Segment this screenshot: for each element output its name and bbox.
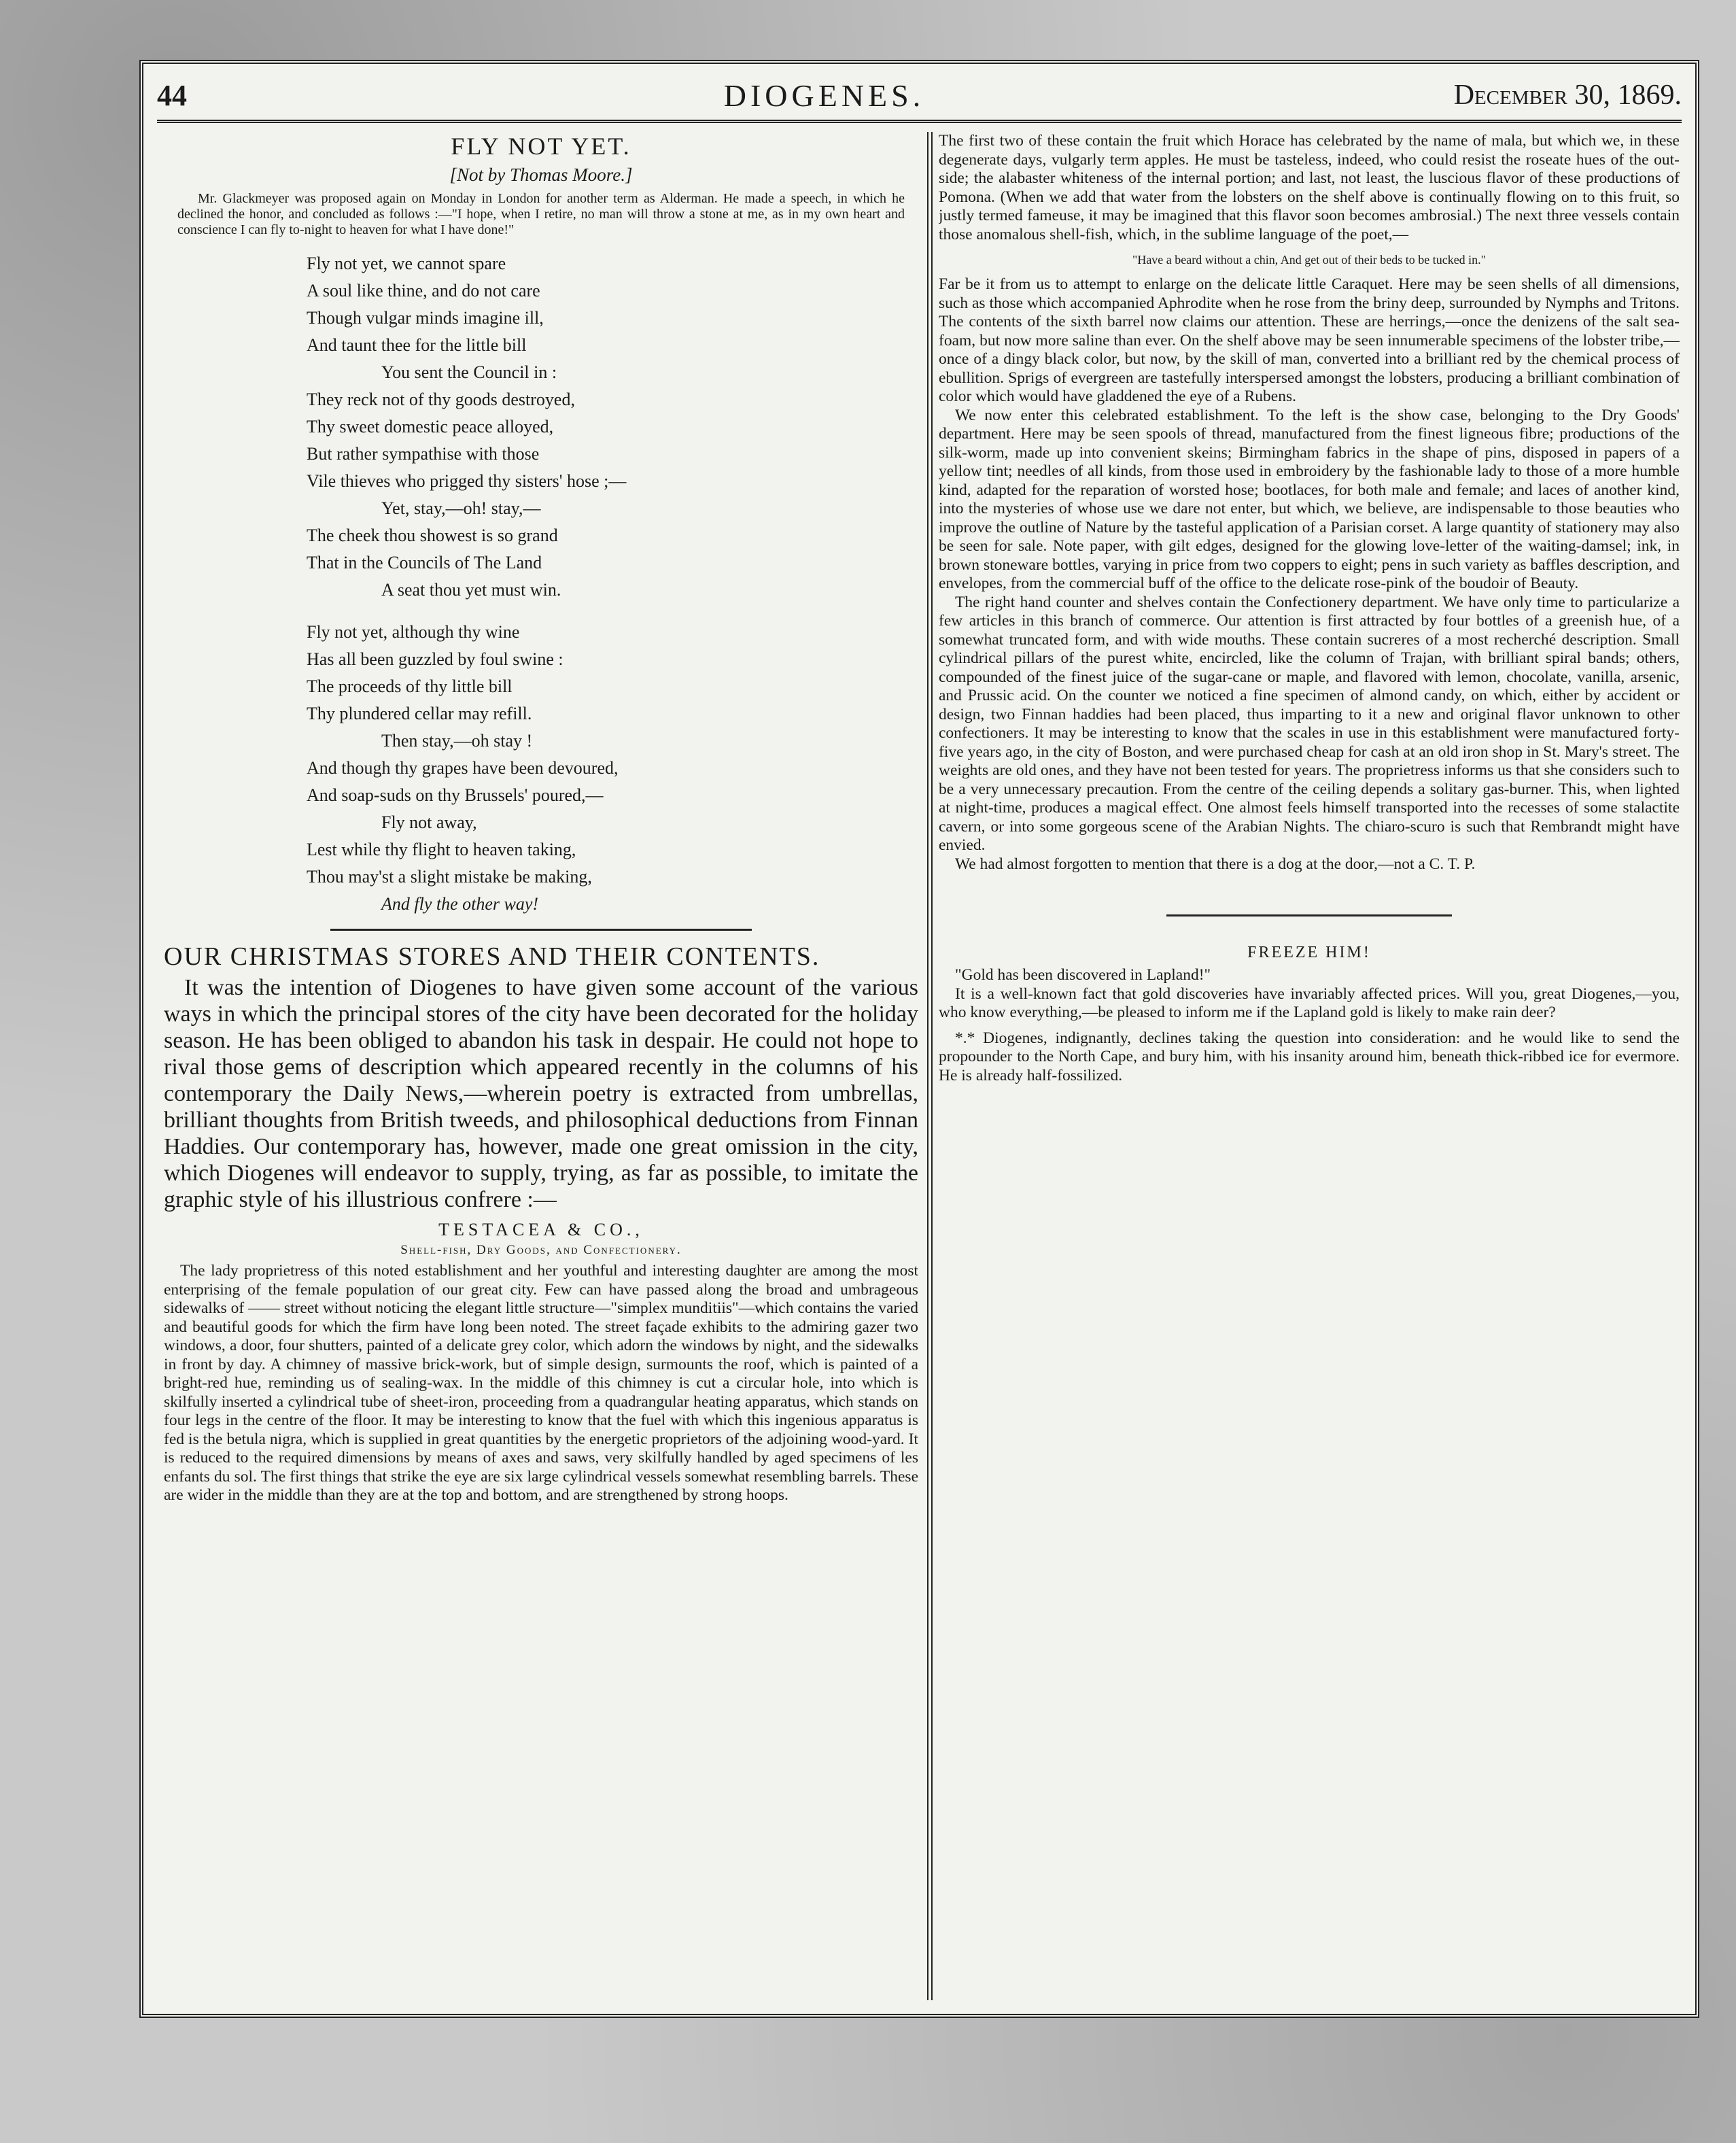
poem-line: And fly the other way! [381,894,539,914]
freeze-body [939,966,1680,1085]
poem-line: Thy sweet domestic peace alloyed, [307,417,554,436]
issue-date: December 30, 1869. [1453,80,1682,111]
masthead: DIOGENES. [723,78,925,113]
section-rule [330,929,752,931]
poem-line: Has all been guzzled by foul swine : [307,649,563,669]
poem-epigraph: Mr. Glackmeyer was proposed again on Monday in London for another term as Alderman. He made a speech, in which he declined the honor, and concluded as follows :—"I hope, when I retire, no man will throw a stone at me, as in my own heart and conscience I can fly to-night to heaven for what I have done!" [177,191,905,237]
stores-body-right-cont [939,275,1680,874]
poem-line: A seat thou yet must win. [381,580,561,600]
paragraph: "Gold has been discovered in Lapland!" [955,966,1211,984]
section-rule [1166,914,1452,916]
poem-line: That in the Councils of The Land [307,553,542,572]
verse-quote: "Have a beard without a chin, And get out of their beds to be tucked in." [1132,253,1487,267]
poem-line: Fly not yet, although thy wine [307,622,520,642]
poem-line: And though thy grapes have been devoured, [307,758,619,778]
poem-line: The cheek thou showest is so grand [307,526,558,545]
poem-line: Yet, stay,—oh! stay,— [381,498,541,518]
poem-line: And taunt thee for the little bill [307,335,527,355]
poem-line: The proceeds of thy little bill [307,676,513,696]
paragraph: It is a well-known fact that gold discoveries have invariably affected prices. Will you, great Diogenes,—you, who know everything,—be pleased to inform me if the Lapland gold is likely to make rain deer? [939,984,1680,1021]
stores-body-right [939,132,1680,244]
stores-body-left [164,1262,918,1505]
stores-intro-text: It was the intention of Diogenes to have given some account of the various ways in which the principal stores of the city have been decorated for the holiday season. He has been obliged to abandon his task in despair. He could not hope to rival those gems of description which appeared recently in the columns of his contemporary the Daily News,—wherein poetry is extracted from umbrellas, brilliant thoughts from British tweeds, and philosophical deductions from Finnan Haddies. Our contemporary has, however, made one great omission in the city, which Diogenes will endeavor to supply, trying, as far as possible, to imitate the graphic style of his illustrious confrere :— [164,975,918,1212]
firm-trade: Shell-fish, Dry Goods, and Confectionery. [400,1243,682,1257]
poem-line: They reck not of thy goods destroyed, [307,390,575,409]
page-number: 44 [157,78,187,112]
poem-line: A soul like thine, and do not care [307,281,540,301]
paragraph: We now enter this celebrated establishment. To the left is the show case, belonging to the Dry Goods' department. Here may be seen spools of thread, manufactured from the finest ligneous fibre; productions of the silk-worm, made up into convenient skeins; Birmingham fabrics in the shape of pins, disposed in papers of a yellow tint; needles of all kinds, from those used in embroidery by the fashionable lady to those of a more humble kind, adapted for the reparation of worsted hose; bootlaces, for both male and female; and laces of another kind, into the mysteries of whose use we dare not enter, but which, we believe, are indispensable to those beauties who improve the outline of Nature by the tasteful application of a Parisian corset. A large quantity of stationery may also be seen for sale. Note paper, with gilt edges, designed for the glowing love-letter of the waiting-damsel; ink, in brown stoneware bottles, varying in price from two coppers to eight; pens in such variety as baffles description, and envelopes, from the commercial buff of the office to the delicate rose-pink of the boudoir of Beauty. [939,406,1680,592]
left-column [164,132,918,2000]
column-divider [927,132,933,2000]
poem-line: Fly not yet, we cannot spare [307,254,506,273]
poem-byline: [Not by Thomas Moore.] [449,165,633,185]
poem-title: FLY NOT YET. [451,133,631,160]
poem-line: Thou may'st a slight mistake be making, [307,867,592,887]
stores-title: OUR CHRISTMAS STORES AND THEIR CONTENTS. [164,942,820,971]
poem-line: Lest while thy flight to heaven taking, [307,840,576,859]
paragraph: *.* Diogenes, indignantly, declines taking the question into consideration: and he would like to send the propounder to the North Cape, and bury him, with his insanity around him, beneath thick-ribbed ice for evermore. He is already half-fossilized. [939,1029,1680,1084]
poem-line: Thy plundered cellar may refill. [307,704,532,723]
paragraph: Far be it from us to attempt to enlarge on the delicate little Caraquet. Here may be seen shells of all dimensions, such as those which accompanied Aphrodite when he rose from the briny deep, surrounded by Nymphs and Tritons. The contents of the sixth barrel now claims our attention. These are herrings,—once the denizens of the salt sea-foam, but now more saline than ever. On the shelf above may be seen innumerable specimens of the lobster tribe,—once of a dingy black color, but now, by the skill of man, converted into a brilliant red by the chemical process of ebullition. Sprigs of evergreen are tastefully interspersed amongst the lobsters, producing a brilliant combination of color which would have gladdened the eye of a Rubens. [939,275,1680,405]
stores-intro [164,974,918,1213]
firm-name: TESTACEA & CO., [438,1220,644,1239]
poem-line: Fly not away, [381,812,477,832]
paragraph: The lady proprietress of this noted establishment and her youthful and interesting daughter are among the most enterprising of the female population of our great city. Few can have passed along the broad and umbrageous sidewalks of —— street without noticing the elegant little structure—"simplex munditiis"—which contains the varied and beautiful goods for which the firm have long been noted. The street façade exhibits to the admiring gazer two windows, a door, four shutters, painted of a delicate grey color, which adorn the windows by night, and the sidewalks in front by day. A chimney of massive brick-work, but of simple design, surmounts the roof, which is painted of a bright-red hue, reminding us of sealing-wax. In the middle of this chimney is cut a circular hole, into which is skilfully inserted a cylindrical tube of sheet-iron, proceeding from a quadrangular heating apparatus, which stands on four legs in the centre of the floor. It may be interesting to know that the fuel with which this ingenious apparatus is fed is the betula nigra, which is supplied in great quantities by the energetic proprietors of the adjoining wood-yard. It is reduced to the required dimensions by means of axes and saws, very skilfully handled by aged specimens of les enfants du sol. The first things that strike the eye are six large cylindrical vessels somewhat resembling barrels. These are wider in the middle than they are at the top and bottom, and are strengthened by strong hoops. [164,1262,918,1504]
poem-line: Vile thieves who prigged thy sisters' hose ;— [307,471,627,491]
page-header [157,71,1682,123]
poem-line: And soap-suds on thy Brussels' poured,— [307,785,604,805]
poem-line: Though vulgar minds imagine ill, [307,308,544,328]
poem-line: But rather sympathise with those [307,444,540,464]
right-column [939,132,1680,2000]
paragraph: We had almost forgotten to mention that there is a dog at the door,—not a C. T. P. [955,855,1476,873]
paragraph: The first two of these contain the fruit which Horace has celebrated by the name of mala, but which we, in these degenerate days, vulgarly term apples. He must be tasteless, indeed, who could resist the roseate hues of the out-side; the alabaster whiteness of the internal portion; and last, not least, the luscious flavor of these productions of Pomona. (When we add that water from the lobsters on the shelf above is continually flowing on to this fruit, so justly termed fameuse, it may be imagined that this flavor soon becomes ambrosial.) The next three vessels contain those anomalous shell-fish, which, in the sublime language of the poet,— [939,132,1680,243]
poem [307,250,918,918]
poem-line: Then stay,—oh stay ! [381,731,533,751]
freeze-title: FREEZE HIM! [1247,944,1371,961]
poem-line: You sent the Council in : [381,362,557,382]
newspaper-page [139,60,1699,2018]
paragraph: The right hand counter and shelves contain the Confectionery department. We have only time to particularize a few articles in this branch of commerce. Our attention is first attracted by four bottles of a greenish hue, of a somewhat truncated form, and with wide mouths. These contain sucreres of a most recherché description. Small cylindrical pillars of the purest white, encircled, like the column of Trajan, with brilliant spiral bands; others, compounded of the finest juice of the sugar-cane or maple, and flavored with lemon, chocolate, vanilla, arsenic, and Prussic acid. On the counter we noticed a fine specimen of almond candy, on which, either by accident or design, two Finnan haddies had been placed, thus imparting to it a new and original flavor unknown to other confectioners. It may be interesting to know that the scales in use in this establishment were manufactured forty-five years ago, in the city of Boston, and were purchased cheap for cash at an old iron shop in St. Mary's street. The weights are old ones, and they have not been tested for years. The proprietress informs us that she considers such to be a very unnecessary precaution. From the centre of the ceiling depends a solitary gas-burner. This, when lighted at night-time, produces a magical effect. One almost feels himself transported into the recesses of some stalactite cavern, or into some gorgeous scene of the Arabian Nights. The chiaro-scuro is such that Rembrandt might have envied. [939,593,1680,854]
